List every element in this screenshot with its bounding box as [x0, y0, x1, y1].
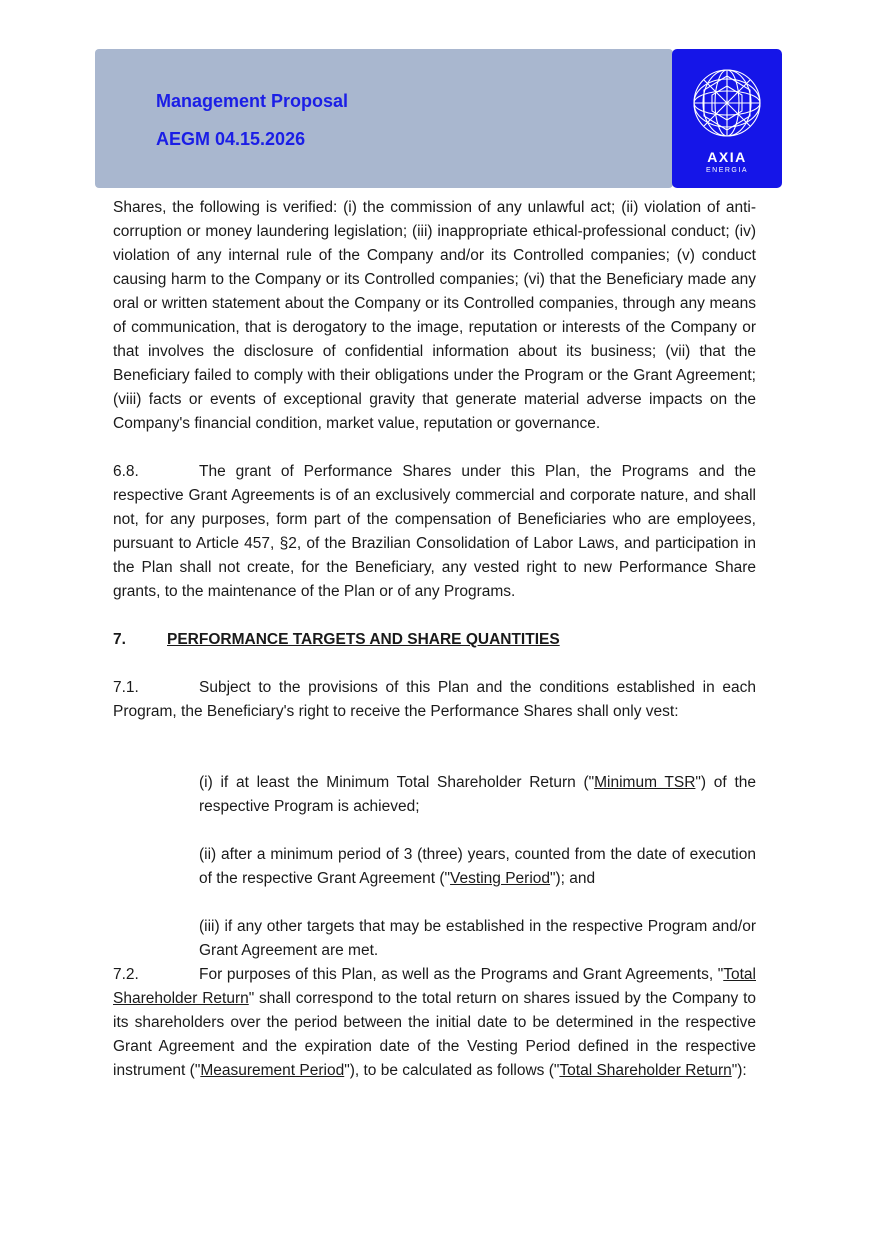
logo-wordmark: AXIA	[707, 149, 747, 165]
defined-term: Minimum TSR	[594, 774, 696, 791]
clause-7-2	[113, 963, 756, 1083]
list-item-text: (ii) after a minimum period of 3 (three) years, counted from the date of execution of the respective Grant Agreement ("	[199, 846, 756, 887]
clause-number: 6.8.	[113, 463, 139, 480]
logo-tagline: ENERGIA	[705, 167, 748, 174]
clause-text: "):	[731, 1062, 747, 1079]
list-item-ii	[199, 843, 756, 891]
section-number: 7.	[113, 631, 126, 648]
defined-term: Vesting Period	[450, 870, 551, 887]
clause-text: "), to be calculated as follows ("	[344, 1062, 560, 1079]
list-item-i	[199, 771, 756, 819]
globe-icon	[692, 68, 762, 138]
list-item-text: ") of the respective Program is achieved;	[199, 774, 756, 815]
clause-text: For purposes of this Plan, as well as the Programs and Grant Agreements, "	[199, 966, 724, 983]
list-item-iii: (iii) if any other targets that may be established in the respective Program and/or Grant Agreement are met.	[199, 918, 756, 959]
section-title: PERFORMANCE TARGETS AND SHARE QUANTITIES	[167, 631, 560, 648]
clause-number: 7.2.	[113, 966, 139, 983]
clause-number: 7.1.	[113, 679, 139, 696]
defined-term: Total Shareholder Return	[559, 1062, 732, 1079]
header-band	[95, 49, 673, 188]
defined-term: Total Shareholder Return	[113, 966, 756, 1007]
clause-text: The grant of Performance Shares under this Plan, the Programs and the respective Grant Agreements is of an exclusively commercial and corporate nature, and shall not, for any purposes, form part of the compensation of Beneficiaries who are employees, pursuant to Article 457, §2, of the Brazilian Consolidation of Labor Laws, and participation in the Plan shall not create, for the Beneficiary, any vested right to new Performance Share grants, to the maintenance of the Plan or of any Programs.	[113, 463, 756, 600]
company-logo	[672, 49, 782, 188]
clause-text: " shall correspond to the total return on shares issued by the Company to its shareholders over the period between the initial date to be determined in the respective Grant Agreement and the expiration date of the Vesting Period defined in the respective instrument ("	[113, 990, 756, 1079]
document-title: Management Proposal	[156, 91, 349, 111]
clause-7-1	[113, 676, 756, 724]
list-item-text: (i) if at least the Minimum Total Shareholder Return ("	[199, 774, 595, 791]
clause-6-8	[113, 460, 756, 604]
defined-term: Measurement Period	[200, 1062, 345, 1079]
list-item-text: "); and	[550, 870, 596, 887]
meeting-date: AEGM 04.15.2026	[156, 129, 306, 149]
paragraph-continuation: Shares, the following is verified: (i) the commission of any unlawful act; (ii) violation of anti-corruption or money laundering legislation; (iii) inappropriate ethical-professional conduct; (iv) violation of any internal rule of the Company and/or its Controlled companies; (v) conduct causing harm to the Company or its Controlled companies; (vi) that the Beneficiary made any oral or written statement about the Company or its Controlled companies, through any means of communication, that is derogatory to the image, reputation or interests of the Company or that involves the disclosure of confidential information about its business; (vii) that the Beneficiary failed to comply with their obligations under the Program or the Grant Agreement; (viii) facts or events of exceptional gravity that generate material adverse impacts on the Company's financial condition, market value, reputation or governance.	[113, 199, 756, 432]
clause-text: Subject to the provisions of this Plan and the conditions established in each Program, the Beneficiary's right to receive the Performance Shares shall only vest:	[113, 679, 756, 720]
document-body	[113, 196, 756, 1083]
section-7-heading	[113, 628, 756, 652]
